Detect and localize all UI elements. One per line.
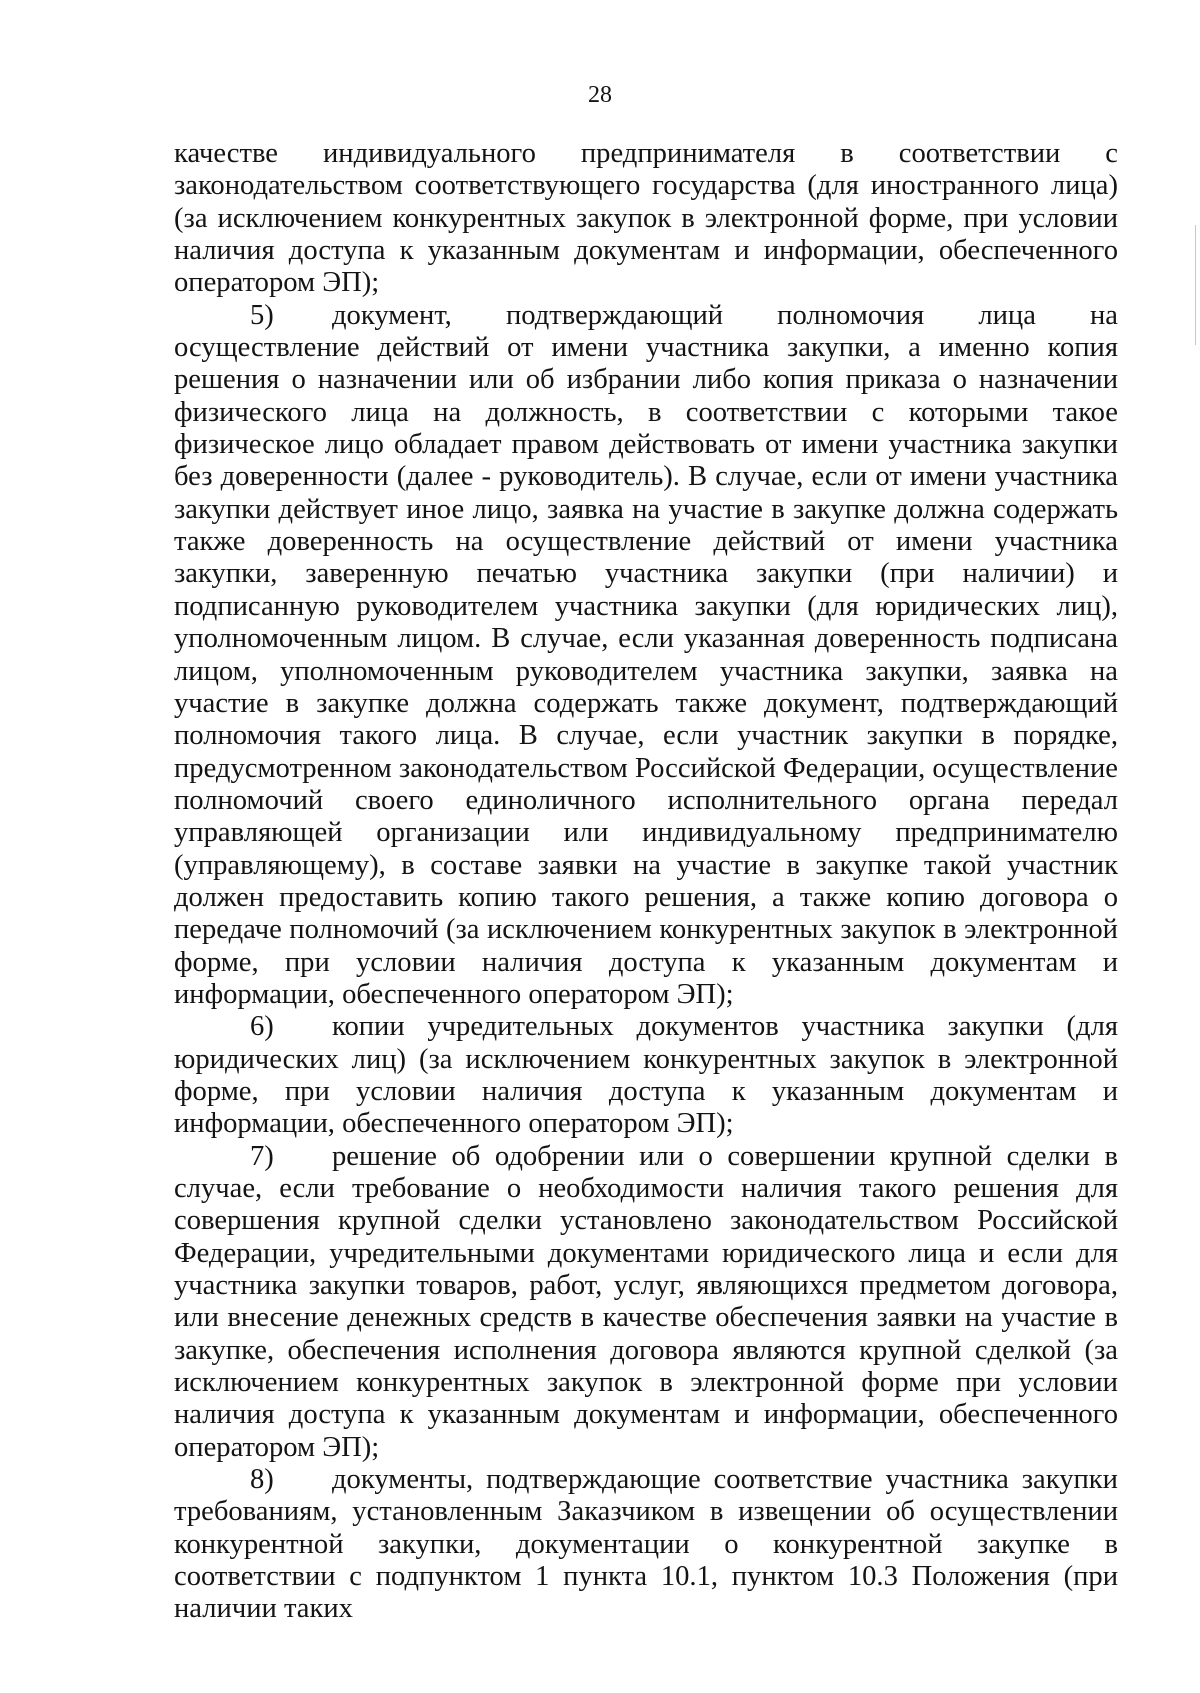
list-item-text: документы, подтверждающие соответствие участника закупки требованиям, установленным Заказчиком в извещении об осуществлении конкурентной закупки, документации о конкурентной закупке в соответствии с подпунктом 1 пункта 10.1, пунктом 10.3 Положения (при наличии таких bbox=[174, 1464, 1118, 1625]
scan-margin-mark bbox=[1195, 225, 1196, 345]
list-item-text: решение об одобрении или о совершении крупной сделки в случае, если требование о необходимости наличия такого решения для совершения крупной сделки установлено законодательством Российской Федерации, учредительными документами юридического лица и если для участника закупки товаров, работ, услуг, являющихся предметом договора, или внесение денежных средств в качестве обеспечения заявки на участие в закупке, обеспечения исполнения договора являются крупной сделкой (за исключением конкурентных закупок в электронной форме при условии наличия доступа к указанным документам и информации, обеспеченного оператором ЭП); bbox=[174, 1140, 1118, 1463]
list-item-number: 6) bbox=[250, 1011, 274, 1043]
list-item-text: документ, подтверждающий полномочия лица на осуществление действий от имени участника закупки, а именно копия решения о назначении или об избрании либо копия приказа о назначении физического лица на должность, в соответствии с которыми такое физическое лицо обладает правом действовать от имени участника закупки без доверенности (далее - руководитель). В случае, если от имени участника закупки действует иное лицо, заявка на участие в закупке должна содержать также доверенность на осуществление действий от имени участника закупки, заверенную печатью участника закупки (при наличии) и подписанную руководителем участника закупки (для юридических лиц), уполномоченным лицом. В случае, если указанная доверенность подписана лицом, уполномоченным руководителем участника закупки, заявка на участие в закупке должна содержать также документ, подтверждающий полномочия такого лица. В случае, если участник закупки в порядке, предусмотренном законодательством Российской Федерации, осуществление полномочий своего единоличного исполнительного органа передал управляющей организации или индивидуальному предпринимателю (управляющему), в составе заявки на участие в закупке такой участник должен предоставить копию такого решения, а также копию договора о передаче полномочий (за исключением конкурентных закупок в электронной форме, при условии наличия доступа к указанным документам и информации, обеспеченного оператором ЭП); bbox=[174, 299, 1118, 1010]
list-item-number: 5) bbox=[250, 299, 274, 331]
list-item-5 bbox=[174, 300, 1118, 1012]
list-item-number: 7) bbox=[250, 1140, 274, 1172]
list-item-6 bbox=[174, 1011, 1118, 1140]
list-item-text: копии учредительных документов участника закупки (для юридических лиц) (за исключением конкурентных закупок в электронной форме, при условии наличия доступа к указанным документам и информации, обеспеченного оператором ЭП); bbox=[174, 1011, 1118, 1140]
list-item-8 bbox=[174, 1464, 1118, 1626]
continuation-paragraph: качестве индивидуального предпринимателя в соответствии с законодательством соответствующего государства (для иностранного лица) (за исключением конкурентных закупок в электронной форме, при условии наличия доступа к указанным документам и информации, обеспеченного оператором ЭП); bbox=[174, 138, 1118, 299]
list-item-7 bbox=[174, 1141, 1118, 1464]
list-item-number: 8) bbox=[250, 1464, 274, 1496]
document-body bbox=[174, 138, 1118, 1626]
page-number: 28 bbox=[588, 82, 612, 108]
